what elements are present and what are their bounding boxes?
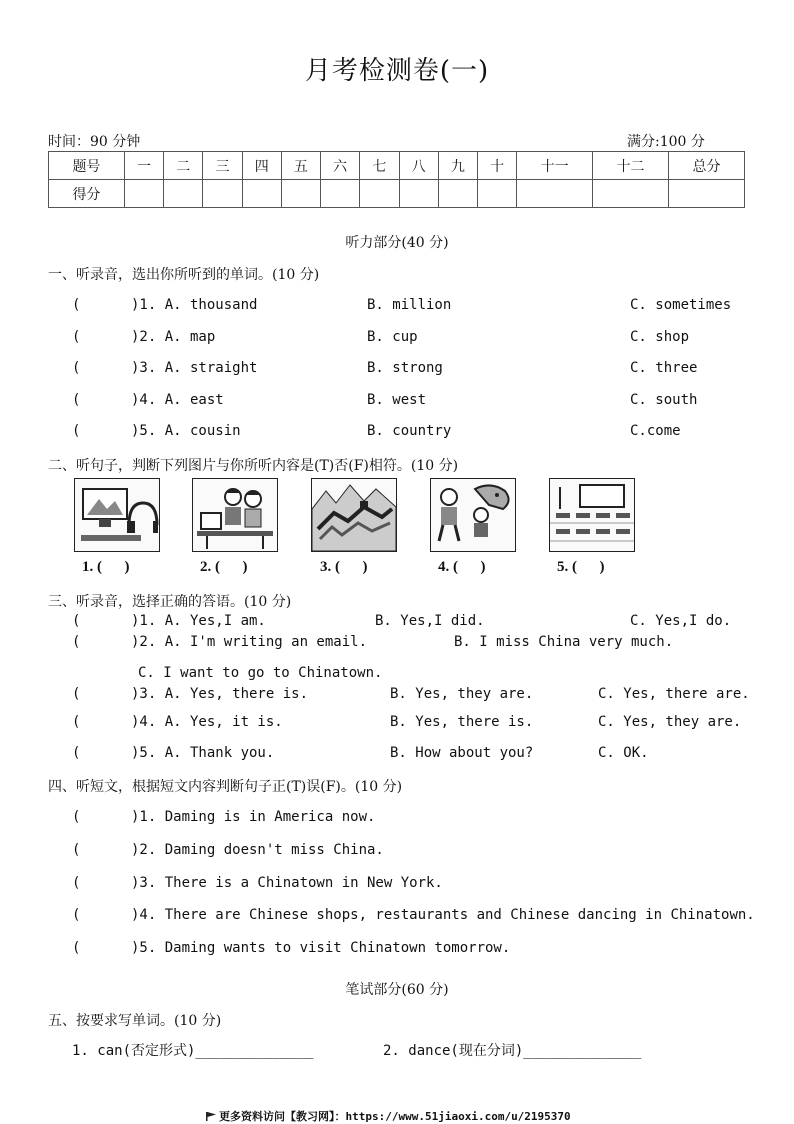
listening-title: 听力部分(40 分): [345, 235, 449, 251]
section4-heading: 四、听短文，根据短文内容判断句子正(T)误(F)。(10 分): [48, 779, 403, 795]
sec1-item-a: ( )3. A. straight: [72, 360, 258, 376]
sec1-item-b: B. west: [367, 392, 427, 408]
score-cell: [203, 180, 242, 208]
sec1-item-c: C. three: [630, 360, 698, 376]
picture-answer-5: 5. ( ): [557, 559, 605, 575]
section3-heading: 三、听录音，选择正确的答语。(10 分): [48, 594, 292, 610]
score-header-cell: 十一: [517, 152, 593, 180]
score-table: [48, 151, 745, 208]
score-header-cell: 十: [477, 152, 516, 180]
section2-heading: 二、听句子，判断下列图片与你所听内容是(T)否(F)相符。(10 分): [48, 458, 459, 474]
sec1-item-c: C. shop: [630, 329, 690, 345]
sec1-item-b: B. cup: [367, 329, 418, 345]
score-cell: [517, 180, 593, 208]
picture-answer-3: 3. ( ): [320, 559, 368, 575]
score-cell: [281, 180, 320, 208]
picture-computer-headphones: [74, 478, 160, 552]
sec3-row: [72, 613, 762, 635]
sec3-item-c: C. Yes, there are.: [598, 686, 750, 702]
score-header-cell: 一: [124, 152, 163, 180]
sec3-item-c: C. Yes,I do.: [630, 613, 732, 629]
sec3-item-b: B. How about you?: [390, 745, 534, 761]
sec4-item: ( )5. Daming wants to visit Chinatown tomorrow.: [72, 940, 511, 956]
sec5-question-2: 2. dance(现在分词)______________: [383, 1043, 642, 1059]
score-header-cell: 二: [164, 152, 203, 180]
picture-answer-4: 4. ( ): [438, 559, 486, 575]
sec3-item-c: C. I want to go to Chinatown.: [138, 665, 383, 681]
sec1-row: [72, 360, 762, 382]
sec1-row: [72, 297, 762, 319]
sec4-item: ( )3. There is a Chinatown in New York.: [72, 875, 443, 891]
sec3-item-a: ( )5. A. Thank you.: [72, 745, 275, 761]
sec3-item-a: ( )2. A. I'm writing an email.: [72, 634, 368, 650]
section5-heading: 五、按要求写单词。(10 分): [48, 1013, 222, 1029]
footer-text: 更多资料访问【教习网】：https://www.51jiaoxi.com/u/2195370: [219, 1110, 571, 1123]
sec4-item: ( )1. Daming is in America now.: [72, 809, 376, 825]
score-header-cell: 九: [438, 152, 477, 180]
sec3-item-b: B. Yes, they are.: [390, 686, 534, 702]
score-header-cell: 六: [321, 152, 360, 180]
sec1-item-a: ( )5. A. cousin: [72, 423, 241, 439]
score-cell: [438, 180, 477, 208]
sec3-row: [72, 714, 762, 736]
score-header-cell: 题号: [49, 152, 125, 180]
sec1-row: [72, 423, 762, 445]
sec1-item-a: ( )1. A. thousand: [72, 297, 258, 313]
sec1-item-b: B. million: [367, 297, 452, 313]
sec1-item-a: ( )2. A. map: [72, 329, 216, 345]
sec1-item-b: B. country: [367, 423, 452, 439]
score-cell: [477, 180, 516, 208]
sec4-row: [72, 875, 762, 897]
sec1-item-b: B. strong: [367, 360, 443, 376]
sec5-row: [72, 1040, 762, 1062]
picture-children-computer: [192, 478, 278, 552]
sec1-item-c: C.come: [630, 423, 681, 439]
sec5-question-1: 1. can(否定形式)______________: [72, 1043, 314, 1059]
score-cell: [124, 180, 163, 208]
sec4-item: ( )2. Daming doesn't miss China.: [72, 842, 384, 858]
score-header-cell: 五: [281, 152, 320, 180]
sec1-row: [72, 329, 762, 351]
sec3-row: [72, 634, 762, 656]
score-header-cell: 三: [203, 152, 242, 180]
sec3-item-b: B. Yes,I did.: [375, 613, 485, 629]
sec1-item-c: C. south: [630, 392, 698, 408]
picture-great-wall: [311, 478, 397, 552]
score-cell: [360, 180, 399, 208]
score-cell: [321, 180, 360, 208]
score-header-cell: 十二: [593, 152, 669, 180]
footer: [206, 1108, 571, 1124]
sec3-item-b: B. Yes, there is.: [390, 714, 534, 730]
score-label: 满分:100 分: [627, 134, 705, 150]
section1-heading: 一、听录音，选出你所听到的单词。(10 分): [48, 267, 320, 283]
sec3-item-a: ( )3. A. Yes, there is.: [72, 686, 309, 702]
sec4-row: [72, 907, 762, 929]
score-cell: [164, 180, 203, 208]
time-label: 时间：90 分钟: [48, 134, 141, 150]
picture-answer-2: 2. ( ): [200, 559, 248, 575]
score-header-cell: 八: [399, 152, 438, 180]
sec3-item-b: B. I miss China very much.: [454, 634, 674, 650]
score-cell: [399, 180, 438, 208]
sec4-item: ( )4. There are Chinese shops, restaurants and Chinese dancing in Chinatown.: [72, 907, 755, 923]
score-row-label: 得分: [49, 180, 125, 208]
writing-title: 笔试部分(60 分): [345, 982, 449, 998]
sec3-row: [72, 686, 762, 708]
score-blank-row: [49, 180, 745, 208]
sec3-item-c: C. OK.: [598, 745, 649, 761]
sec4-row: [72, 842, 762, 864]
sec3-row: [72, 745, 762, 767]
score-header-cell: 总分: [668, 152, 744, 180]
sec3-row: [72, 665, 762, 687]
score-cell: [242, 180, 281, 208]
score-cell: [593, 180, 669, 208]
sec1-item-a: ( )4. A. east: [72, 392, 224, 408]
score-header-cell: 四: [242, 152, 281, 180]
score-header-row: [49, 152, 745, 180]
picture-classroom: [549, 478, 635, 552]
sec1-item-c: C. sometimes: [630, 297, 732, 313]
sec3-item-c: C. Yes, they are.: [598, 714, 742, 730]
flag-icon: [206, 1112, 216, 1121]
score-header-cell: 七: [360, 152, 399, 180]
sec4-row: [72, 809, 762, 831]
picture-answer-1: 1. ( ): [82, 559, 130, 575]
sec1-row: [72, 392, 762, 414]
picture-lion-dance: [430, 478, 516, 552]
sec3-item-a: ( )1. A. Yes,I am.: [72, 613, 266, 629]
score-cell: [668, 180, 744, 208]
sec4-row: [72, 940, 762, 962]
page-title: 月考检测卷(一): [304, 56, 490, 86]
sec3-item-a: ( )4. A. Yes, it is.: [72, 714, 283, 730]
